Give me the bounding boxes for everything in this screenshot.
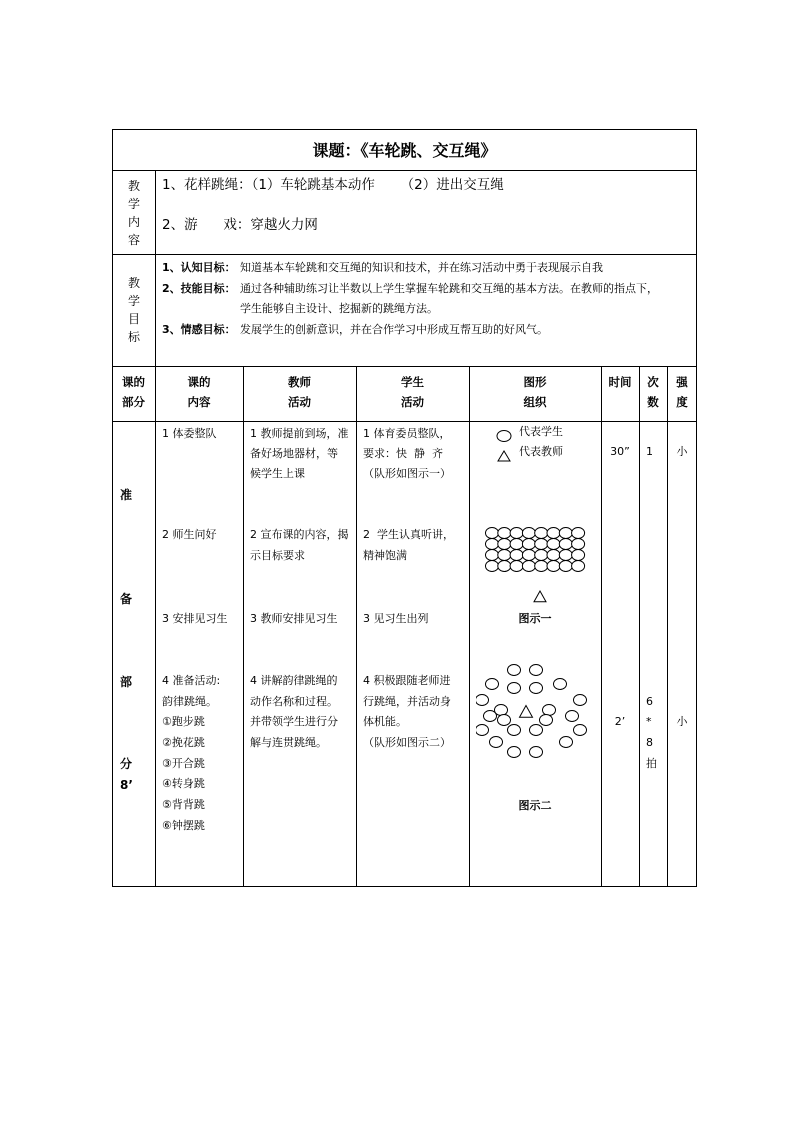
divider <box>155 170 156 366</box>
content-label: 教学内容 <box>127 179 140 247</box>
content-item: ⑥钟摆跳 <box>162 819 205 832</box>
header-student: 学生 <box>401 375 424 389</box>
divider <box>112 170 697 171</box>
count-value: 6 <box>646 695 653 708</box>
divider <box>112 421 697 422</box>
student-marker-icon <box>547 528 560 539</box>
objective-tag: 2、技能目标： <box>162 282 236 295</box>
student-marker-icon <box>559 561 572 572</box>
student-marker-icon <box>530 683 543 694</box>
student-line: （队形如图示二） <box>363 736 451 749</box>
divider <box>243 366 244 887</box>
student-marker-icon <box>547 561 560 572</box>
count-value: 1 <box>646 445 653 458</box>
student-marker-icon <box>535 539 548 550</box>
student-marker-icon <box>486 561 499 572</box>
student-marker-icon <box>535 561 548 572</box>
divider <box>356 366 357 887</box>
header-count: 次 <box>647 375 659 389</box>
student-marker-icon <box>510 550 523 561</box>
count-value: 拍 <box>646 757 657 770</box>
teacher-line: 3 教师安排见习生 <box>250 612 338 625</box>
student-line: 体机能。 <box>363 715 407 728</box>
page-title: 课题：《车轮跳、交互绳》 <box>312 141 497 160</box>
intensity-value: 小 <box>676 715 688 728</box>
divider <box>112 366 697 367</box>
figure-two-caption: 图示二 <box>518 799 552 812</box>
student-marker-icon <box>559 528 572 539</box>
objective-text: 学生能够自主设计、挖掘新的跳绳方法。 <box>240 302 438 315</box>
content-item: ①跑步跳 <box>162 715 205 728</box>
content-item: 4 准备活动: <box>162 674 221 687</box>
header-teacher: 教师 <box>288 375 311 389</box>
content-item: ⑤背背跳 <box>162 798 205 811</box>
intensity-value: 小 <box>676 445 688 458</box>
teacher-line: 2 宣布课的内容，揭 <box>250 528 349 541</box>
student-marker-icon <box>495 705 508 716</box>
objective-tag: 1、认知目标： <box>162 261 236 274</box>
student-line: 4 积极跟随老师进 <box>363 674 451 687</box>
student-marker-icon <box>547 539 560 550</box>
student-marker-icon <box>559 550 572 561</box>
student-line: 行跳绳，并活动身 <box>363 695 451 708</box>
section-char: 分 <box>120 757 133 771</box>
student-marker-icon <box>498 715 511 726</box>
student-marker-icon <box>508 725 521 736</box>
objective-text: 通过各种辅助练习让半数以上学生掌握车轮跳和交互绳的基本方法。在教师的指点下， <box>240 282 658 295</box>
student-marker-icon <box>490 737 503 748</box>
teacher-line: 示目标要求 <box>250 549 305 562</box>
student-marker-icon <box>510 528 523 539</box>
content-item: 2 师生问好 <box>162 528 217 541</box>
objective-tag: 3、情感目标： <box>162 323 236 336</box>
section-char: 准 <box>120 488 133 502</box>
time-value: 2’ <box>614 715 626 728</box>
teacher-line: 备好场地器材，等 <box>250 447 338 460</box>
student-marker-icon <box>522 539 535 550</box>
content-item: 韵律跳绳。 <box>162 695 217 708</box>
student-marker-icon <box>498 550 511 561</box>
student-marker-icon <box>530 747 543 758</box>
objective-text: 发展学生的创新意识，并在合作学习中形成互帮互助的好风气。 <box>240 323 548 336</box>
student-marker-icon <box>572 539 585 550</box>
legend-shapes <box>495 429 513 469</box>
figure-one-caption: 图示一 <box>518 612 552 625</box>
student-marker-icon <box>572 550 585 561</box>
section-duration: 8’ <box>120 778 133 792</box>
header-student: 活动 <box>401 395 424 409</box>
student-marker-icon <box>540 715 553 726</box>
student-marker-icon <box>486 550 499 561</box>
content-item: ④转身跳 <box>162 777 205 790</box>
legend-student: 代表学生 <box>519 425 563 438</box>
teacher-line: 候学生上课 <box>250 467 305 480</box>
divider <box>112 254 697 255</box>
student-marker-icon <box>476 725 489 736</box>
header-figure: 组织 <box>523 395 547 409</box>
header-part: 课的 <box>122 375 145 389</box>
header-intensity: 度 <box>676 395 688 409</box>
student-marker-icon <box>530 725 543 736</box>
header-teacher: 活动 <box>288 395 311 409</box>
teacher-marker-icon <box>534 591 546 602</box>
student-marker-icon <box>535 550 548 561</box>
content-line-2: 2、游 戏：穿越火力网 <box>162 217 318 233</box>
section-char: 备 <box>120 592 133 606</box>
student-marker-icon <box>574 695 587 706</box>
count-value: * <box>646 715 652 728</box>
student-marker-icon <box>486 679 499 690</box>
header-content: 内容 <box>187 395 211 409</box>
student-line: 要求：快 静 齐 <box>363 447 443 460</box>
header-time: 时间 <box>608 375 632 389</box>
student-marker-icon <box>530 665 543 676</box>
student-marker-icon <box>566 711 579 722</box>
count-value: 8 <box>646 736 653 749</box>
formation-figure-one <box>484 525 588 607</box>
teacher-line: 解与连贯跳绳。 <box>250 736 327 749</box>
student-marker-icon <box>554 679 567 690</box>
student-marker-icon <box>547 550 560 561</box>
student-marker-icon <box>522 561 535 572</box>
header-figure: 图形 <box>523 375 547 389</box>
student-marker-icon <box>522 550 535 561</box>
teacher-marker-icon <box>520 706 533 718</box>
student-marker-icon <box>497 431 511 442</box>
student-marker-icon <box>543 705 556 716</box>
header-intensity: 强 <box>676 375 688 389</box>
formation-figure-two <box>476 664 592 768</box>
student-line: 1 体育委员整队， <box>363 427 451 440</box>
teacher-marker-icon <box>498 451 510 461</box>
student-marker-icon <box>510 561 523 572</box>
student-marker-icon <box>572 561 585 572</box>
content-item: 3 安排见习生 <box>162 612 228 625</box>
student-marker-icon <box>508 683 521 694</box>
student-line: （队形如图示一） <box>363 467 451 480</box>
divider <box>155 366 156 887</box>
teacher-line: 1 教师提前到场，准 <box>250 427 349 440</box>
student-line: 2 学生认真听讲， <box>363 528 454 541</box>
student-marker-icon <box>476 695 489 706</box>
student-marker-icon <box>560 737 573 748</box>
content-item: ②挽花跳 <box>162 736 205 749</box>
legend-teacher: 代表教师 <box>519 445 563 458</box>
student-marker-icon <box>486 528 499 539</box>
time-value: 30” <box>610 445 630 458</box>
objectives-label: 教学目标 <box>127 276 140 344</box>
student-marker-icon <box>486 539 499 550</box>
header-count: 数 <box>647 395 659 409</box>
content-line-1: 1、花样跳绳：（1）车轮跳基本动作 （2）进出交互绳 <box>162 177 504 193</box>
teacher-line: 动作名称和过程。 <box>250 695 338 708</box>
header-part: 部分 <box>122 395 145 409</box>
student-marker-icon <box>498 539 511 550</box>
student-marker-icon <box>559 539 572 550</box>
teacher-line: 4 讲解韵律跳绳的 <box>250 674 338 687</box>
student-marker-icon <box>510 539 523 550</box>
lesson-plan-table <box>112 129 697 887</box>
student-marker-icon <box>574 725 587 736</box>
student-marker-icon <box>508 747 521 758</box>
student-marker-icon <box>508 665 521 676</box>
objective-text: 知道基本车轮跳和交互绳的知识和技术，并在练习活动中勇于表现展示自我 <box>240 261 603 274</box>
header-content: 课的 <box>187 375 211 389</box>
student-marker-icon <box>535 528 548 539</box>
student-marker-icon <box>522 528 535 539</box>
divider <box>639 366 640 887</box>
student-line: 精神饱满 <box>363 549 407 562</box>
teacher-line: 并带领学生进行分 <box>250 715 338 728</box>
section-char: 部 <box>120 675 133 689</box>
content-item: ③开合跳 <box>162 757 205 770</box>
student-marker-icon <box>498 528 511 539</box>
student-marker-icon <box>572 528 585 539</box>
student-marker-icon <box>498 561 511 572</box>
content-item: 1 体委整队 <box>162 427 217 440</box>
student-line: 3 见习生出列 <box>363 612 429 625</box>
